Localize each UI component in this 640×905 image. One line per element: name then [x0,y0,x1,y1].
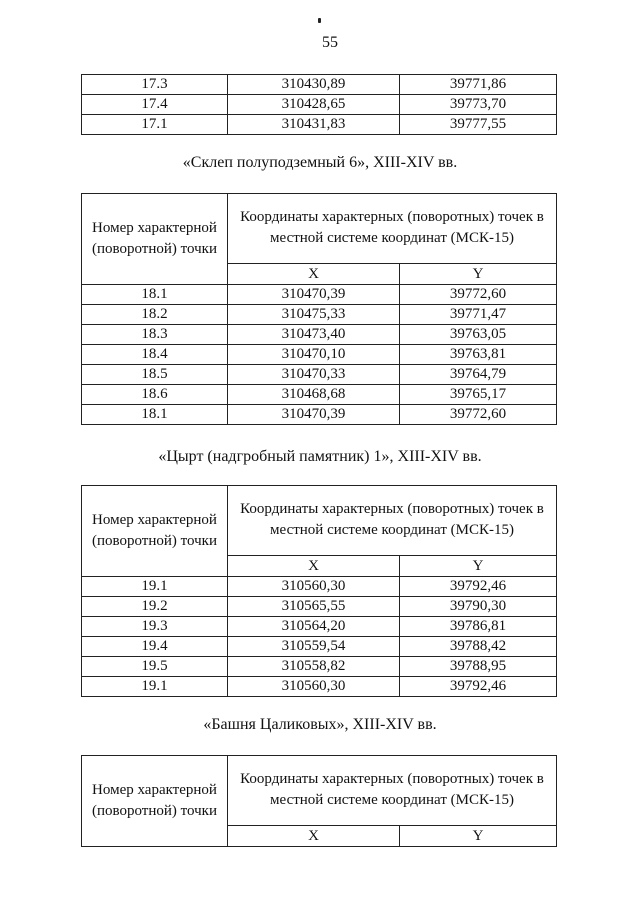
point-number-cell: 18.2 [82,305,228,325]
table-row [82,677,557,697]
x-coordinate-cell: 310470,39 [228,285,400,305]
table-row [82,95,557,115]
table-row [82,285,557,305]
y-coordinate-cell: 39792,46 [400,577,557,597]
y-coordinate-cell: 39771,86 [400,75,557,95]
point-number-cell: 19.3 [82,617,228,637]
table-row [82,617,557,637]
x-coordinate-cell: 310558,82 [228,657,400,677]
coordinates-table [81,755,557,847]
table-row [82,345,557,365]
header-x: X [228,555,400,576]
header-coordinates: Координаты характерных (поворотных) точек в местной системе координат (МСК-15) [228,756,557,826]
header-coordinates: Координаты характерных (поворотных) точек в местной системе координат (МСК-15) [228,486,557,556]
x-coordinate-cell: 310470,10 [228,345,400,365]
header-point-number: Номер характерной (поворотной) точки [82,194,228,285]
y-coordinate-cell: 39777,55 [400,115,557,135]
section-title: «Цырт (надгробный памятник) 1», XIII-XIV вв. [158,448,482,465]
point-number-cell: 17.4 [82,95,228,115]
header-point-number: Номер характерной (поворотной) точки [82,756,228,847]
y-coordinate-cell: 39772,60 [400,285,557,305]
x-coordinate-cell: 310560,30 [228,577,400,597]
y-coordinate-cell: 39773,70 [400,95,557,115]
y-coordinate-cell: 39786,81 [400,617,557,637]
x-coordinate-cell: 310473,40 [228,325,400,345]
header-y: Y [400,825,557,846]
table-row [82,325,557,345]
header-coordinates: Координаты характерных (поворотных) точек в местной системе координат (МСК-15) [228,194,557,264]
point-number-cell: 18.5 [82,365,228,385]
header-y: Y [400,263,557,284]
point-number-cell: 17.1 [82,115,228,135]
table-row [82,75,557,95]
table-row [82,405,557,425]
x-coordinate-cell: 310428,65 [228,95,400,115]
point-number-cell: 18.6 [82,385,228,405]
table-row [82,657,557,677]
x-coordinate-cell: 310560,30 [228,677,400,697]
x-coordinate-cell: 310565,55 [228,597,400,617]
table-row [82,305,557,325]
x-coordinate-cell: 310470,39 [228,405,400,425]
x-coordinate-cell: 310475,33 [228,305,400,325]
y-coordinate-cell: 39771,47 [400,305,557,325]
y-coordinate-cell: 39792,46 [400,677,557,697]
section-title: «Башня Цаликовых», XIII-XIV вв. [203,716,437,733]
point-number-cell: 19.1 [82,577,228,597]
table-row [82,365,557,385]
y-coordinate-cell: 39772,60 [400,405,557,425]
point-number-cell: 19.5 [82,657,228,677]
y-coordinate-cell: 39788,42 [400,637,557,657]
point-number-cell: 18.4 [82,345,228,365]
y-coordinate-cell: 39763,81 [400,345,557,365]
table-row [82,637,557,657]
point-number-cell: 18.1 [82,285,228,305]
x-coordinate-cell: 310559,54 [228,637,400,657]
y-coordinate-cell: 39765,17 [400,385,557,405]
point-number-cell: 18.1 [82,405,228,425]
table-row [82,385,557,405]
table-row [82,577,557,597]
y-coordinate-cell: 39763,05 [400,325,557,345]
x-coordinate-cell: 310430,89 [228,75,400,95]
x-coordinate-cell: 310470,33 [228,365,400,385]
point-number-cell: 18.3 [82,325,228,345]
point-number-cell: 19.2 [82,597,228,617]
header-y: Y [400,555,557,576]
page-number: 55 [322,34,338,51]
header-x: X [228,263,400,284]
table-row [82,597,557,617]
y-coordinate-cell: 39788,95 [400,657,557,677]
point-number-cell: 17.3 [82,75,228,95]
x-coordinate-cell: 310431,83 [228,115,400,135]
y-coordinate-cell: 39790,30 [400,597,557,617]
header-point-number: Номер характерной (поворотной) точки [82,486,228,577]
coordinates-table [81,193,557,425]
header-x: X [228,825,400,846]
coordinates-table-continued [81,74,557,135]
coordinates-table [81,485,557,697]
point-number-cell: 19.1 [82,677,228,697]
scan-mark [318,18,321,23]
section-title: «Склеп полуподземный 6», XIII-XIV вв. [182,154,458,171]
y-coordinate-cell: 39764,79 [400,365,557,385]
x-coordinate-cell: 310468,68 [228,385,400,405]
table-row [82,115,557,135]
x-coordinate-cell: 310564,20 [228,617,400,637]
point-number-cell: 19.4 [82,637,228,657]
